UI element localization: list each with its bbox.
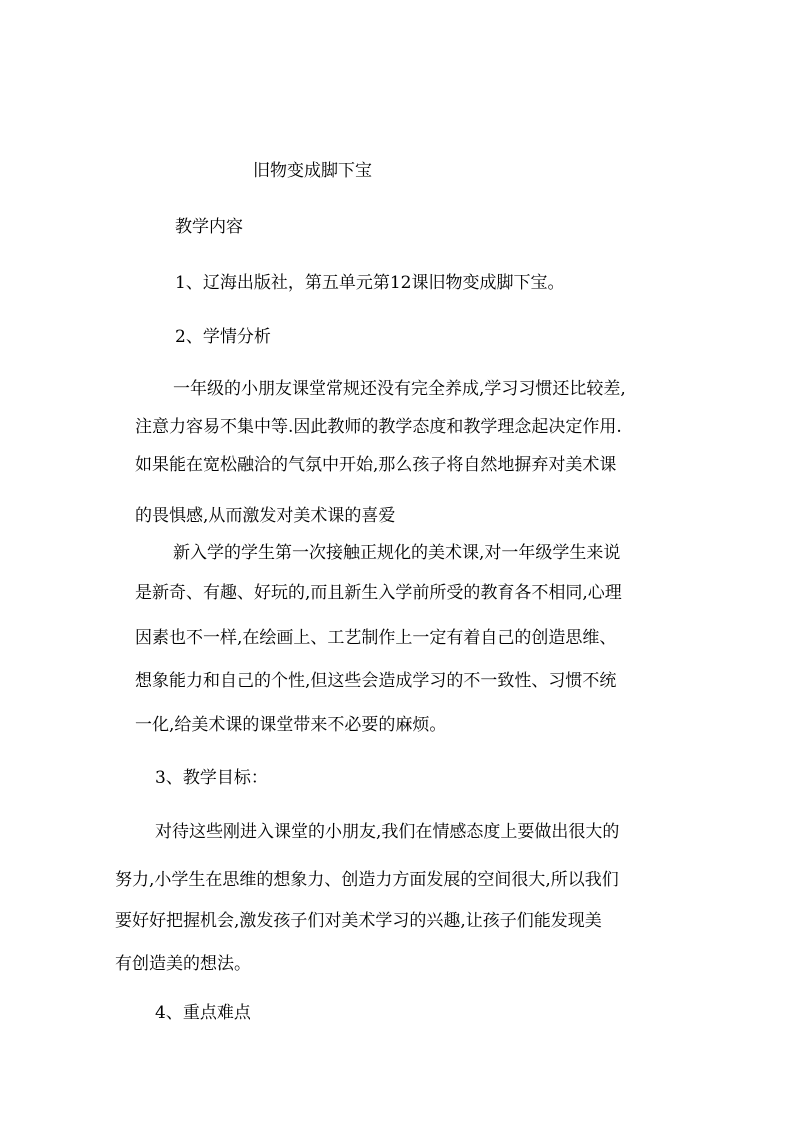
analysis-para1-line: 如果能在宽松融洽的气氛中开始,那么孩子将自然地摒弃对美术课 [135,455,617,475]
content-item-1: 1、辽海出版社，第五单元第12课旧物变成脚下宝。 [175,273,565,293]
analysis-para2-line: 是新奇、有趣、好玩的,而且新生入学前所受的教育各不相同,心理 [135,583,622,603]
section-heading-keypoints: 4、重点难点 [155,1003,251,1023]
analysis-para1-line: 的畏惧感,从而激发对美术课的喜爱 [135,506,396,526]
analysis-para2-line: 一化,给美术课的课堂带来不必要的麻烦。 [135,715,447,735]
analysis-para2-line: 因素也不一样,在绘画上、工艺制作上一定有着自己的创造思维、 [135,628,617,648]
analysis-para1-line: 一年级的小朋友课堂常规还没有完全养成,学习习惯还比较差, [173,379,626,399]
goals-para-line: 对待这些刚进入课堂的小朋友,我们在情感态度上要做出很大的 [155,822,620,842]
analysis-para1-line: 注意力容易不集中等.因此教师的教学态度和教学理念起决定作用. [135,417,622,437]
section-heading-content: 教学内容 [175,217,243,237]
goals-para-line: 有创造美的想法。 [115,954,251,974]
document-title: 旧物变成脚下宝 [253,161,372,181]
goals-para-line: 要好好把握机会,激发孩子们对美术学习的兴趣,让孩子们能发现美 [115,911,602,931]
analysis-para2-line: 新入学的学生第一次接触正规化的美术课,对一年级学生来说 [173,543,621,563]
section-heading-analysis: 2、学情分析 [175,327,271,347]
section-heading-goals: 3、教学目标： [155,768,268,788]
goals-para-line: 努力,小学生在思维的想象力、创造力方面发展的空间很大,所以我们 [115,870,619,890]
analysis-para2-line: 想象能力和自己的个性,但这些会造成学习的不一致性、习惯不统 [135,671,617,691]
